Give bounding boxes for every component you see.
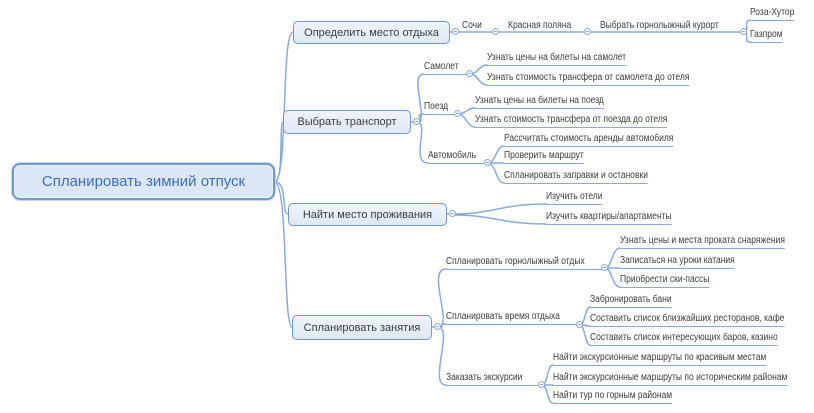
topic-activities[interactable]: Спланировать занятия [292, 315, 432, 340]
node-excursions[interactable]: Заказать экскурсии [446, 372, 542, 386]
leaf-plane-ticket-prices[interactable]: Узнать цены на билеты на самолет [487, 52, 626, 66]
root-topic[interactable]: Спланировать зимний отпуск [12, 163, 275, 200]
leaf-bars-list[interactable]: Составить список интересующих баров, казино [590, 332, 778, 346]
node-car[interactable]: Автомобиль [428, 150, 488, 164]
collapse-button[interactable] [538, 381, 545, 388]
leaf-plane-transfer-cost[interactable]: Узнать стоимость трансфера от самолета до отеля [487, 72, 689, 86]
leaf-apartments[interactable]: Изучить квартиры/апартаменты [546, 211, 672, 225]
leaf-book-banya[interactable]: Забронировать бани [590, 294, 672, 308]
node-gazprom[interactable]: Газпром [750, 29, 783, 43]
leaf-plan-fuel-stops[interactable]: Спланировать заправки и остановки [504, 170, 648, 184]
topic-transport[interactable]: Выбрать транспорт [283, 110, 411, 134]
leaf-hotels[interactable]: Изучить отели [546, 191, 603, 205]
collapse-button[interactable] [466, 70, 473, 77]
collapse-button[interactable] [434, 323, 441, 330]
leaf-restaurants-list[interactable]: Составить список близжайших ресторанов, кафе [590, 313, 784, 327]
leaf-historic-routes[interactable]: Найти экскурсионные маршруты по историческим районам [553, 372, 787, 386]
collapse-button[interactable] [449, 210, 456, 217]
leaf-scenic-routes[interactable]: Найти экскурсионные маршруты по красивым местам [553, 352, 766, 366]
topic-destination[interactable]: Определить место отдыха [293, 21, 450, 44]
collapse-button[interactable] [601, 264, 608, 271]
collapse-button[interactable] [740, 28, 747, 35]
node-train[interactable]: Поезд [424, 101, 458, 115]
node-krasnaya-polyana[interactable]: Красная поляна [508, 20, 572, 31]
collapse-button[interactable] [484, 159, 491, 166]
leaf-train-ticket-prices[interactable]: Узнать цены на билеты на поезд [475, 95, 604, 109]
node-leisure-plan[interactable]: Спланировать время отдыха [446, 311, 580, 325]
leaf-mountain-tour[interactable]: Найти тур по горным районам [553, 390, 672, 404]
node-plane[interactable]: Самолет [424, 61, 470, 75]
leaf-check-route[interactable]: Проверить маршрут [504, 150, 584, 164]
node-sochi[interactable]: Сочи [462, 20, 482, 31]
leaf-car-rental-cost[interactable]: Рассчитать стоимость аренды автомобиля [504, 133, 673, 147]
collapse-button[interactable] [492, 28, 499, 35]
leaf-ski-lessons[interactable]: Записаться на уроки катания [620, 255, 735, 269]
collapse-button[interactable] [454, 110, 461, 117]
leaf-train-transfer-cost[interactable]: Узнать стоимость трансфера от поезда до отеля [475, 114, 667, 128]
collapse-button[interactable] [452, 28, 459, 35]
node-choose-resort[interactable]: Выбрать горнолыжный курорт [600, 20, 719, 31]
collapse-button[interactable] [413, 118, 420, 125]
collapse-button[interactable] [576, 321, 583, 328]
node-ski-plan[interactable]: Спланировать горнолыжный отдых [446, 256, 605, 270]
topic-accommodation[interactable]: Найти место проживания [288, 203, 447, 226]
leaf-equipment-rental[interactable]: Узнать цены и места проката снаряжения [620, 235, 785, 249]
node-rosa-khutor[interactable]: Роза-Хутор [750, 7, 794, 21]
collapse-button[interactable] [584, 28, 591, 35]
leaf-ski-passes[interactable]: Приобрести ски-пассы [620, 274, 709, 288]
